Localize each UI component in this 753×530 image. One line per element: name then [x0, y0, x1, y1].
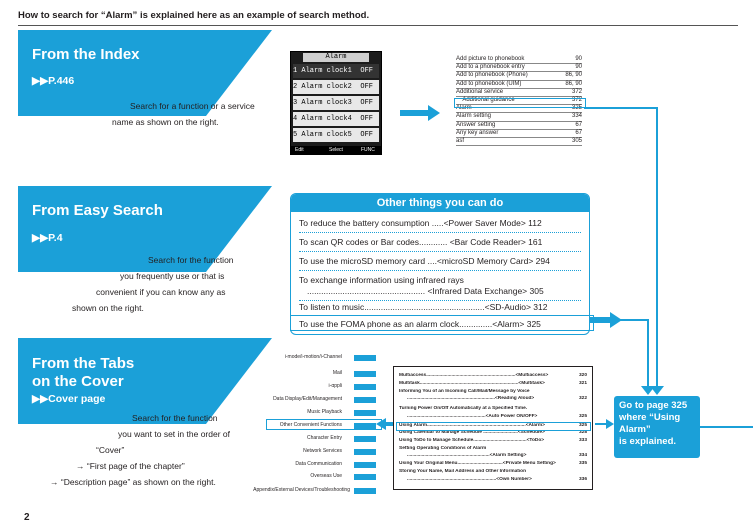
toc-line — [399, 389, 587, 395]
phone-title: Alarm — [303, 53, 369, 62]
toc-num: 335 — [578, 461, 587, 466]
row-name: Alarm clock4 — [301, 115, 352, 123]
row-value: OFF — [360, 115, 373, 123]
other-item: To exchange information using infrared rays — [299, 275, 464, 285]
toc-line — [399, 396, 587, 402]
index-text: Additional guidance — [456, 96, 515, 103]
toc-text: Using Calendar to Manage Schedule ..........................<Schedule> — [399, 430, 545, 435]
other-things-header: Other things you can do — [291, 194, 589, 212]
toc-line — [399, 453, 587, 459]
toc-text: Informing You of an Incoming Call/Mail/Message by Voice — [399, 389, 530, 394]
row-num: 1 — [293, 67, 298, 75]
row-num: 4 — [293, 115, 298, 123]
section-title: From the Tabs — [32, 355, 135, 372]
arrow-index — [400, 105, 440, 121]
index-row — [456, 72, 582, 80]
result-line: is explained. — [619, 436, 677, 447]
index-highlight — [454, 98, 586, 108]
index-row — [456, 138, 582, 146]
toc-text: Storing Your Name, Mail Address and Other Information — [399, 469, 527, 474]
tab-label: Character Entry — [306, 435, 342, 441]
other-item: To use the microSD memory card ....<microSD Memory Card> 294 — [299, 256, 550, 266]
toc-text: Multitask..........................................................................<Multitask> — [399, 381, 545, 386]
index-num: 67 — [575, 121, 582, 128]
section-ref-link[interactable]: ▶▶P.4 — [32, 232, 63, 244]
index-num: 67 — [575, 129, 582, 136]
section-desc-line: Search for the function — [148, 255, 234, 265]
tab-label: Appendix/External Devices/Troubleshooting — [253, 487, 350, 493]
section-title: From Easy Search — [32, 202, 163, 219]
tab-label: i-αppli — [328, 383, 342, 389]
tab-highlight — [266, 419, 382, 430]
toc-text: Using ToDo to Manage Schedule........................................<ToDo> — [399, 438, 545, 443]
toc-line — [399, 438, 587, 444]
softkey-func[interactable]: FUNC — [361, 147, 375, 153]
index-row — [456, 64, 582, 72]
toc-num: 336 — [578, 477, 587, 482]
toc-num: 333 — [578, 438, 587, 443]
chapter-toc — [393, 366, 593, 490]
index-num: 86, 90 — [565, 80, 582, 87]
divider — [299, 270, 581, 271]
index-num: 372 — [571, 96, 582, 103]
toc-line — [399, 469, 587, 475]
line-other — [588, 320, 648, 386]
section-desc-line: → “Description page” as shown on the right. — [50, 477, 216, 487]
other-item: To use the FOMA phone as an alarm clock..............<Alarm> 325 — [299, 319, 541, 329]
tab-bar[interactable] — [354, 488, 376, 494]
tab-label: Other Convenient Functions — [279, 422, 342, 428]
section-desc-line: Search for the function — [132, 413, 218, 423]
page-number: 2 — [24, 512, 30, 523]
tab-bar[interactable] — [354, 371, 376, 377]
row-name: Alarm clock3 — [301, 99, 352, 107]
tab-bar[interactable] — [354, 449, 376, 455]
page-heading: How to search for “Alarm” is explained here as an example of search method. — [18, 10, 370, 21]
toc-num: 321 — [578, 381, 587, 386]
index-text: Alarm — [456, 105, 472, 112]
index-num: 90 — [575, 64, 582, 71]
toc-text: ..............................................................<Alarm Setting> — [399, 453, 527, 458]
toc-text: Multiaccess...................................................................<Multiaccess> — [399, 373, 549, 378]
toc-num: 334 — [578, 453, 587, 458]
section-title: From the Index — [32, 46, 140, 63]
tab-label: Mail — [332, 370, 342, 376]
tab-label: Network Services — [303, 448, 342, 454]
phone-row[interactable] — [293, 96, 379, 110]
index-text: Answer setting — [456, 121, 496, 128]
tab-bar[interactable] — [354, 436, 376, 442]
toc-text: ...................................................................<Own Number> — [399, 477, 532, 482]
softkey-edit[interactable]: Edit — [295, 147, 304, 153]
index-num: 90 — [575, 56, 582, 62]
arrowhead-right-toc — [606, 419, 614, 429]
tab-bar[interactable] — [354, 355, 376, 361]
section-desc-line: → “First page of the chapter” — [76, 461, 185, 471]
section-desc-line: “Cover” — [96, 445, 125, 455]
index-text: Add to a phonebook entry — [456, 64, 525, 71]
tab-label: i-mode/i-motion/i-Channel — [284, 354, 342, 360]
index-row — [456, 81, 582, 89]
tab-bar[interactable] — [354, 384, 376, 390]
index-num: 86, 90 — [565, 72, 582, 79]
section-desc-line: name as shown on the right. — [112, 117, 219, 127]
index-text: Add picture to phonebook — [456, 56, 525, 62]
index-text: Add to phonebook (Phone) — [456, 72, 528, 79]
toc-text: ..................................................................<Reading Aloud> — [399, 396, 535, 401]
section-ref-link[interactable]: ▶▶Cover page — [32, 393, 106, 405]
phone-row[interactable] — [293, 128, 379, 142]
tab-label: Data Display/Edit/Management — [273, 396, 342, 402]
phone-row[interactable] — [293, 80, 379, 94]
toc-text: Turning Power On/Off Automatically at a Specified Time. — [399, 406, 528, 411]
row-value: OFF — [360, 131, 373, 139]
arrowhead-down-2 — [641, 386, 655, 395]
row-num: 2 — [293, 83, 298, 91]
section-desc-line: Search for a function or a service — [130, 101, 255, 111]
toc-num: 328 — [578, 430, 587, 435]
row-name: Alarm clock1 — [301, 67, 352, 75]
tab-bar[interactable] — [354, 397, 376, 403]
divider — [299, 251, 581, 252]
toc-num: 325 — [578, 414, 587, 419]
result-box — [614, 396, 700, 458]
toc-line — [399, 477, 587, 483]
index-text: Alarm setting — [456, 113, 492, 120]
toc-line — [399, 446, 587, 452]
section-desc-line: convenient if you can know any as — [96, 287, 226, 297]
tab-bar[interactable] — [354, 462, 376, 468]
phone-row[interactable] — [293, 64, 379, 78]
row-name: Alarm clock2 — [301, 83, 352, 91]
toc-line — [399, 373, 587, 379]
toc-num: 325 — [578, 423, 587, 428]
section-title: on the Cover — [32, 373, 124, 390]
divider — [299, 232, 581, 233]
toc-line — [399, 461, 587, 467]
toc-text: Setting Operating Conditions of Alarm — [399, 446, 487, 451]
index-num: 334 — [571, 113, 582, 120]
other-item: To reduce the battery consumption .....<Power Saver Mode> 112 — [299, 218, 542, 228]
index-text: asf — [456, 137, 465, 144]
index-row — [456, 122, 582, 130]
section-desc-line: shown on the right. — [72, 303, 144, 313]
index-row — [456, 113, 582, 121]
toc-line — [399, 406, 587, 412]
index-text: Any key answer — [456, 129, 499, 136]
row-name: Alarm clock5 — [301, 131, 352, 139]
other-item: .................................................. <Infrared Data Exchange> 305 — [307, 286, 544, 296]
index-row — [456, 130, 582, 138]
toc-line — [399, 381, 587, 387]
other-highlight — [290, 315, 594, 331]
other-item: To scan QR codes or Bar codes............ <Bar Code Reader> 161 — [299, 237, 543, 247]
other-things-box — [290, 193, 590, 335]
toc-text: ...........................................................<Auto Power ON/OFF> — [399, 414, 538, 419]
row-value: OFF — [360, 67, 373, 75]
section-desc-line: you want to set in the order of — [118, 429, 230, 439]
index-row — [456, 89, 582, 97]
tab-bar[interactable] — [354, 474, 376, 480]
line-index — [584, 108, 657, 386]
toc-num: 320 — [578, 373, 587, 378]
index-text: Additional service — [456, 88, 504, 95]
index-num: 372 — [571, 88, 582, 95]
tab-label: Music Playback — [307, 409, 342, 415]
index-num: 305 — [571, 137, 582, 144]
section-desc-line: you frequently use or that is — [120, 271, 225, 281]
result-line: Alarm” — [619, 424, 651, 435]
other-item: To listen to music...................................................<SD-Audio> 312 — [299, 302, 548, 312]
tab-label: Data Communication — [295, 461, 342, 467]
index-num: 325 — [571, 105, 582, 112]
toc-line — [399, 414, 587, 420]
result-line: where “Using — [619, 412, 681, 423]
toc-highlight — [396, 422, 591, 431]
toc-num: 322 — [578, 396, 587, 401]
tab-bar[interactable] — [354, 410, 376, 416]
phone-screen — [290, 51, 382, 155]
phone-row[interactable] — [293, 112, 379, 126]
row-value: OFF — [360, 83, 373, 91]
toc-text: Using Your Original Menu..................................<Private Menu Setting> — [399, 461, 556, 466]
phone-softkeys — [291, 146, 381, 154]
result-line: Go to page 325 — [619, 400, 688, 411]
index-row — [456, 56, 582, 64]
toc-text: Using Alarm..........................................................................<Alarm> — [399, 423, 545, 428]
section-ref-link[interactable]: ▶▶P.446 — [32, 75, 75, 87]
row-num: 3 — [293, 99, 298, 107]
softkey-select[interactable]: Select — [329, 147, 343, 153]
row-num: 5 — [293, 131, 298, 139]
divider — [299, 300, 581, 301]
tab-label: Overseas Use — [310, 473, 342, 479]
row-value: OFF — [360, 99, 373, 107]
index-text: Add to phonebook (UIM) — [456, 80, 522, 87]
